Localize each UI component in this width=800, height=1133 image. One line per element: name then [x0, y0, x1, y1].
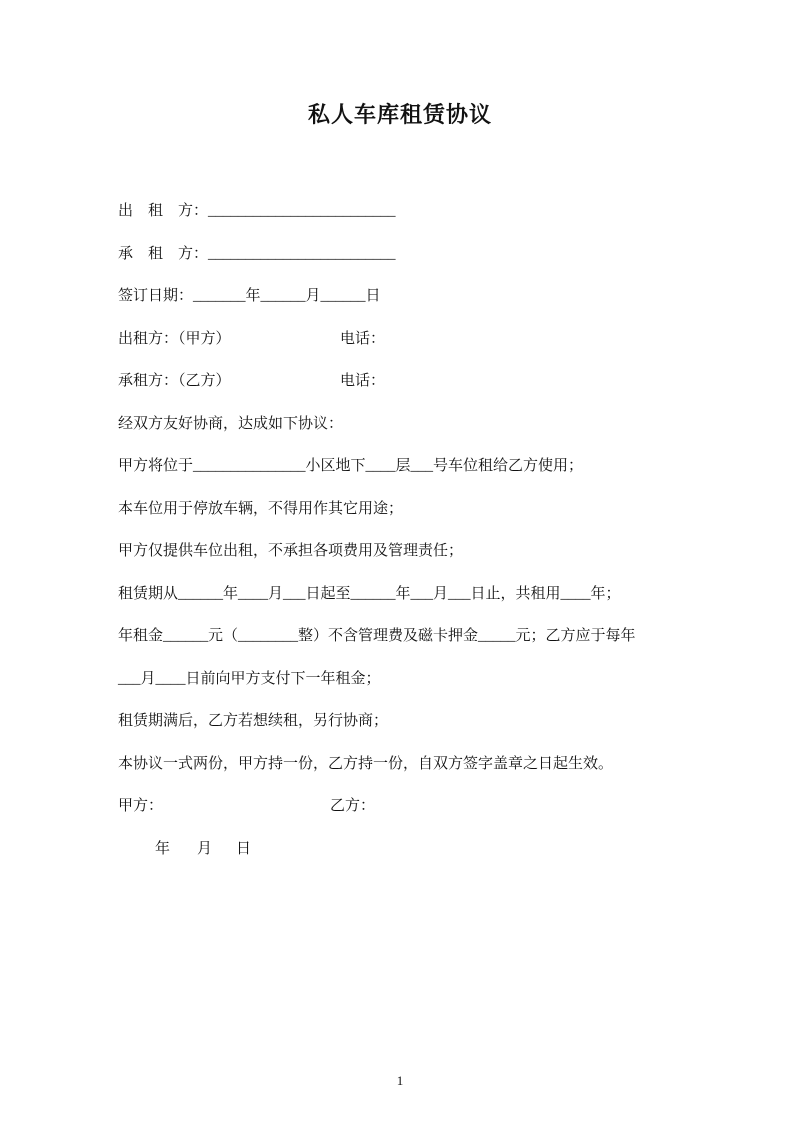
document-title: 私人车库租赁协议	[307, 102, 492, 127]
lessor-line	[118, 201, 396, 221]
clause: 本协议一式两份，甲方持一份，乙方持一份，自双方签字盖章之日起生效。	[118, 756, 614, 772]
page-number: 1	[396, 1073, 404, 1088]
lessee-label: 承 租 方：	[118, 246, 209, 262]
lessor-party-a: 出租方：（甲方）	[118, 331, 231, 347]
signature-day: 日	[236, 841, 252, 857]
lessor-label: 出 租 方：	[118, 203, 209, 219]
signature-party-a: 甲方：	[118, 798, 164, 814]
phone-b-label: 电话：	[340, 373, 386, 389]
signature-party-b: 乙方：	[330, 798, 376, 814]
clause: 经双方友好协商，达成如下协议：	[118, 416, 344, 432]
clause: 甲方将位于_______________小区地下____层___号车位租给乙方使用；	[118, 458, 584, 474]
clause: 租赁期从______年____月___日起至______年___月___日止，共租用____年；	[118, 586, 621, 602]
lessee-party-b: 承租方：（乙方）	[118, 373, 231, 389]
clause: 甲方仅提供车位出租，不承担各项费用及管理责任；	[118, 543, 464, 559]
phone-a-label: 电话：	[340, 331, 386, 347]
signature-month: 月	[197, 841, 213, 857]
signature-year: 年	[155, 841, 171, 857]
lessee-line	[118, 244, 396, 264]
clause: 年租金______元（________整）不含管理费及磁卡押金_____元；乙方应于每年	[118, 628, 636, 644]
lessor-blank: _________________________	[208, 203, 396, 219]
clause: 租赁期满后，乙方若想续租，另行协商；	[118, 713, 389, 729]
clause: ___月____日前向甲方支付下一年租金；	[118, 671, 381, 687]
clause: 本车位用于停放车辆，不得用作其它用途；	[118, 501, 404, 517]
lessee-blank: _________________________	[208, 246, 396, 262]
sign-date: 签订日期：_______年______月______日	[118, 288, 381, 304]
